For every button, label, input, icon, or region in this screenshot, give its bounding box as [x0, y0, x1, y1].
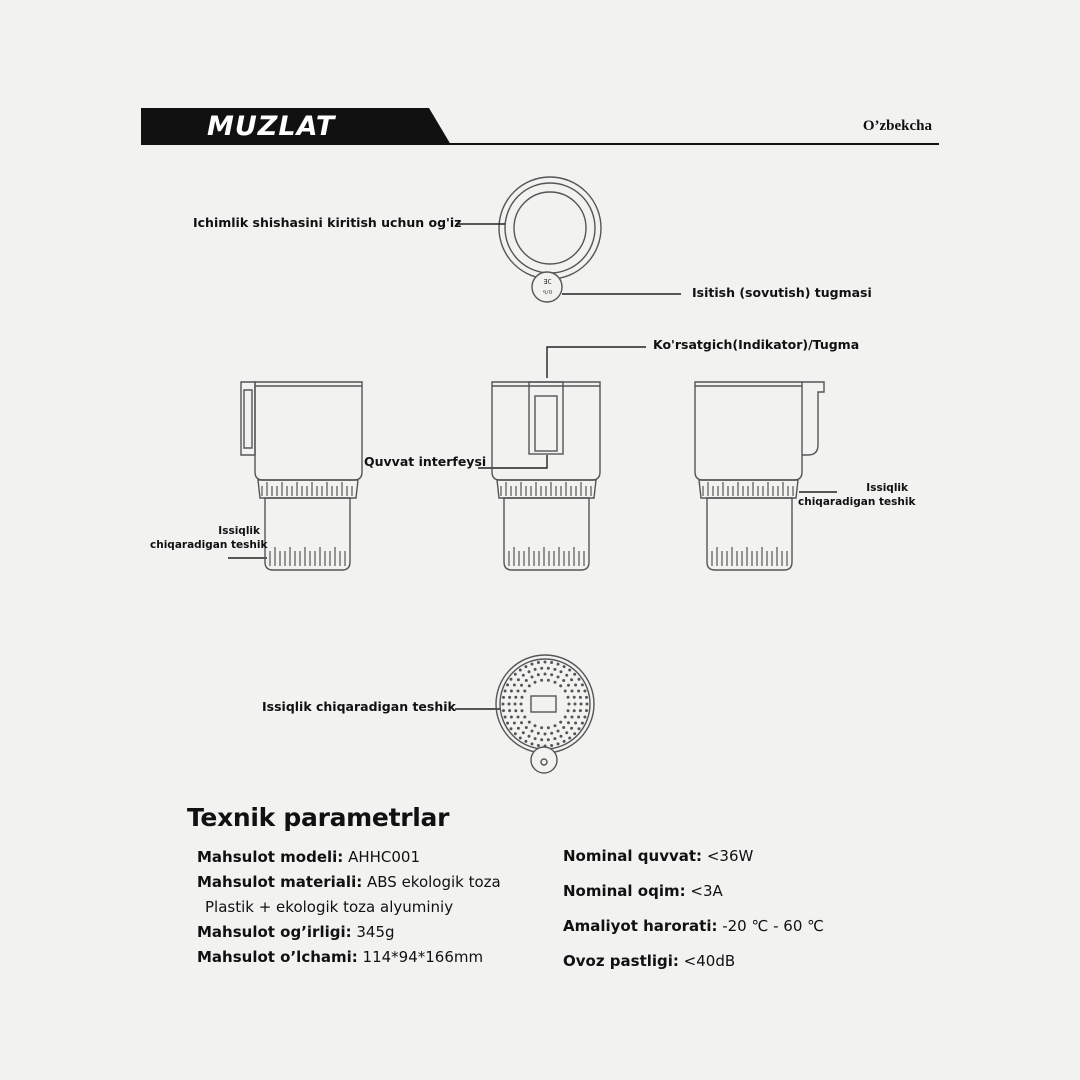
spec-row: Mahsulot o’lchami: 114*94*166mm	[197, 948, 484, 966]
spec-row: Ovoz pastligi: <40dB	[563, 952, 736, 970]
spec-row: Mahsulot materiali: ABS ekologik toza	[197, 873, 501, 891]
spec-row: Nominal quvvat: <36W	[563, 847, 754, 865]
spec-row: Amaliyot harorati: -20 ℃ - 60 ℃	[563, 917, 824, 935]
spec-row: Mahsulot og’irligi: 345g	[197, 923, 395, 941]
language-label: O’zbekcha	[862, 118, 932, 134]
label-vent-right: Issiqlik chiqaradigan teshik	[798, 482, 916, 508]
spec-row: Mahsulot modeli: AHHC001	[197, 848, 421, 866]
bottom-view-drawing	[496, 655, 594, 773]
specs-left-column	[197, 848, 501, 973]
label-vent-left: Issiqlik chiqaradigan teshik	[150, 525, 268, 551]
label-indicator-button: Ko'rsatgich(Indikator)/Tugma	[653, 337, 860, 352]
front-view-drawing	[492, 382, 600, 570]
brand-logo: MUZLAT	[207, 111, 336, 142]
specs-title: Texnik parametrlar	[187, 803, 450, 832]
label-vent-bottom: Issiqlik chiqaradigan teshik	[262, 699, 456, 714]
label-drink-opening: Ichimlik shishasini kiritish uchun og'iz	[193, 215, 462, 230]
heat-cool-button-glyph: ƎC ꟼ/O	[542, 278, 553, 296]
side-view-drawing	[695, 382, 824, 570]
label-power-interface: Quvvat interfeysi	[364, 454, 487, 469]
spec-row: Nominal oqim: <3A	[563, 882, 723, 900]
specs-right-column	[563, 847, 824, 987]
spec-row: Plastik + ekologik toza alyuminiy	[205, 898, 454, 916]
label-heat-cool-button: Isitish (sovutish) tugmasi	[692, 285, 872, 300]
